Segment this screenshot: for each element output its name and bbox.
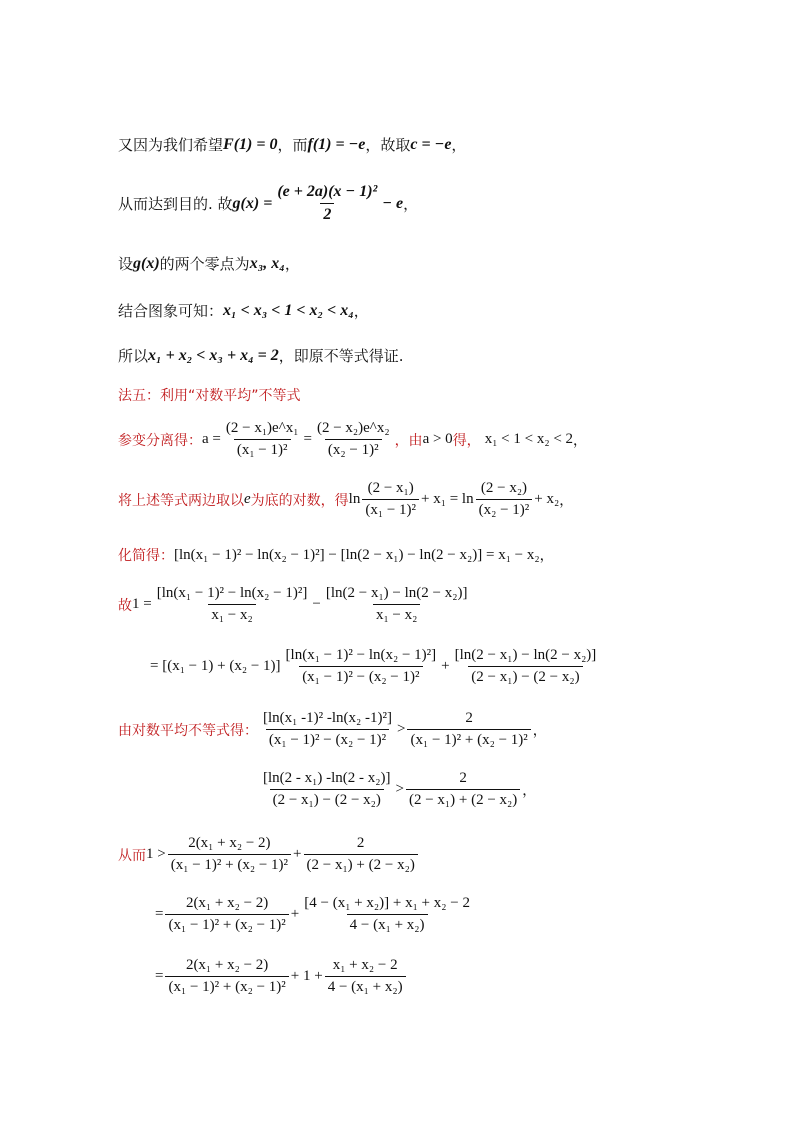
formula: + x₂ (534, 491, 560, 507)
fraction (154, 585, 311, 624)
formula: [ln(x₁ − 1)² − ln(x₂ − 1)²] − [ln(2 − x₁) − ln(2 − x₂)] = x₁ − x₂ (174, 546, 540, 563)
numerator: (2 − x₁) (367, 480, 414, 496)
denominator: (x₁ − 1)² + (x₂ − 1)² (165, 976, 288, 996)
text: 将上述等式两边取以 (118, 492, 244, 509)
line-7 (118, 420, 587, 459)
line-15 (155, 895, 475, 934)
denominator: 4 − (x₁ + x₂) (325, 976, 406, 996)
denominator: (x₁ − 1)² − (x₂ − 1)² (266, 729, 389, 749)
formula: + (441, 658, 450, 674)
fraction (165, 895, 288, 934)
text: ，故取 (365, 136, 411, 154)
line-9 (118, 545, 554, 565)
formula: > (397, 721, 406, 737)
text: ， (573, 432, 588, 449)
denominator: (x₁ − 1)² (362, 499, 419, 519)
formula: + x₁ = ln (421, 491, 474, 507)
fraction (260, 770, 394, 809)
text: ， (559, 492, 574, 509)
text: ， (284, 255, 300, 273)
text: 为底的对数，得 (250, 492, 349, 509)
line-1 (118, 134, 466, 155)
denominator: 2 (320, 203, 334, 224)
denominator: x₁ − x₂ (373, 604, 420, 624)
text: 故 (118, 597, 132, 614)
section-heading (118, 385, 301, 405)
formula: = (155, 906, 164, 922)
denominator: x₁ − x₂ (208, 604, 255, 624)
text: ， (522, 782, 537, 799)
denominator: (2 − x₁) − (2 − x₂) (468, 666, 582, 686)
formula: F(1) = 0 (223, 135, 278, 153)
formula: x₁ < x₃ < 1 < x₂ < x₄ (223, 301, 354, 319)
numerator: 2 (465, 710, 473, 726)
numerator: [ln(2 - x₁) -ln(2 - x₂)] (263, 770, 391, 786)
denominator: (x₂ − 1)² (476, 499, 533, 519)
line-13 (258, 770, 536, 809)
formula: + (290, 906, 300, 922)
numerator: 2(x₁ + x₂ − 2) (185, 957, 269, 973)
fraction (325, 957, 406, 996)
formula: g(x) = (232, 194, 273, 212)
numerator: 2(x₁ + x₂ − 2) (185, 895, 269, 911)
fraction (452, 647, 600, 686)
numerator: x₁ + x₂ − 2 (332, 957, 398, 973)
fraction (168, 835, 291, 874)
formula: + (293, 846, 302, 862)
text: 化简得： (118, 548, 174, 564)
numerator: [ln(2 − x₁) − ln(2 − x₂)] (325, 585, 468, 601)
formula: 1 > (146, 846, 166, 862)
line-8 (118, 480, 573, 519)
heading-text: 法五：利用“对数平均”不等式 (118, 388, 301, 404)
text: ， (539, 548, 554, 564)
formula: = [(x₁ − 1) + (x₂ − 1)] (150, 658, 281, 674)
denominator: (x₁ − 1)² − (x₂ − 1)² (299, 666, 422, 686)
text: ， (353, 302, 369, 320)
formula: = (303, 431, 312, 447)
formula: = (155, 968, 164, 984)
fraction (301, 895, 473, 934)
fraction (283, 647, 440, 686)
formula: 1 = (132, 596, 152, 612)
fraction (314, 420, 393, 459)
text: ，由 (394, 432, 423, 449)
denominator: (x₁ − 1)² + (x₂ − 1)² (407, 729, 530, 749)
formula: a > 0 (422, 431, 453, 447)
numerator: (e + 2a)(x − 1)² (277, 183, 378, 200)
formula: − e (382, 194, 404, 212)
text: 结合图象可知： (118, 302, 224, 320)
fraction (223, 420, 302, 459)
numerator: [ln(x₁ − 1)² − ln(x₂ − 1)²] (285, 647, 437, 663)
denominator: (2 − x₁) + (2 − x₂) (304, 854, 418, 874)
numerator: 2 (356, 835, 365, 851)
line-4 (118, 300, 369, 321)
text: 得， (452, 432, 481, 449)
formula: ln (348, 491, 361, 507)
fraction (165, 957, 288, 996)
fraction (476, 480, 533, 519)
fraction (407, 710, 530, 749)
denominator: (x₁ − 1)² + (x₂ − 1)² (168, 854, 291, 874)
text: 由对数平均不等式得： (118, 722, 258, 739)
formula: + 1 + (290, 968, 323, 984)
line-2 (118, 183, 418, 224)
numerator: (2 − x₂)e^x₂ (316, 420, 390, 436)
line-14 (118, 835, 420, 874)
denominator: (x₂ − 1)² (325, 439, 382, 459)
fraction (406, 770, 520, 809)
numerator: (2 − x₂) (480, 480, 528, 496)
text: 的两个零点为 (159, 255, 250, 273)
numerator: [ln(x₁ -1)² -ln(x₂ -1)²] (263, 710, 392, 726)
numerator: [ln(x₁ − 1)² − ln(x₂ − 1)²] (156, 585, 308, 601)
text: 所以 (118, 347, 149, 365)
denominator: (2 − x₁) + (2 − x₂) (406, 789, 520, 809)
line-16 (155, 957, 408, 996)
line-5 (118, 345, 404, 366)
formula: g(x) (133, 254, 160, 272)
text: 又因为我们希望 (118, 136, 224, 154)
text: 设 (118, 255, 134, 273)
text: 从而 (118, 847, 146, 864)
line-3 (118, 253, 300, 274)
formula: x₃, x₄ (249, 254, 285, 272)
formula: e (244, 491, 251, 507)
text: 从而达到目的. 故 (118, 195, 233, 213)
numerator: [ln(2 − x₁) − ln(2 − x₂)] (454, 647, 597, 663)
denominator: (x₁ − 1)² + (x₂ − 1)² (165, 914, 288, 934)
formula: > (395, 781, 404, 797)
text: ，而 (277, 136, 308, 154)
text: ， (451, 136, 467, 154)
numerator: 2 (459, 770, 467, 786)
formula: x₁ < 1 < x₂ < 2 (484, 431, 574, 447)
formula: a = (202, 431, 221, 447)
formula: f(1) = −e (307, 135, 366, 153)
text: 参变分离得： (118, 432, 202, 449)
numerator: (2 − x₁)e^x₁ (225, 420, 299, 436)
line-12 (118, 710, 547, 749)
text: ，即原不等式得证. (278, 347, 404, 365)
text: ， (532, 722, 547, 739)
numerator: [4 − (x₁ + x₂)] + x₁ + x₂ − 2 (304, 895, 470, 911)
denominator: (2 − x₁) − (2 − x₂) (270, 789, 384, 809)
fraction (362, 480, 419, 519)
line-11 (150, 647, 601, 686)
formula: x₁ + x₂ < x₃ + x₄ = 2 (148, 346, 279, 364)
denominator: (x₁ − 1)² (234, 439, 291, 459)
text: ， (403, 195, 419, 213)
numerator: 2(x₁ + x₂ − 2) (188, 835, 271, 851)
fraction (323, 585, 471, 624)
denominator: 4 − (x₁ + x₂) (347, 914, 428, 934)
line-10 (118, 585, 472, 624)
formula: c = −e (410, 135, 452, 153)
fraction (274, 183, 380, 224)
formula: − (312, 596, 321, 612)
fraction (304, 835, 418, 874)
fraction (260, 710, 395, 749)
